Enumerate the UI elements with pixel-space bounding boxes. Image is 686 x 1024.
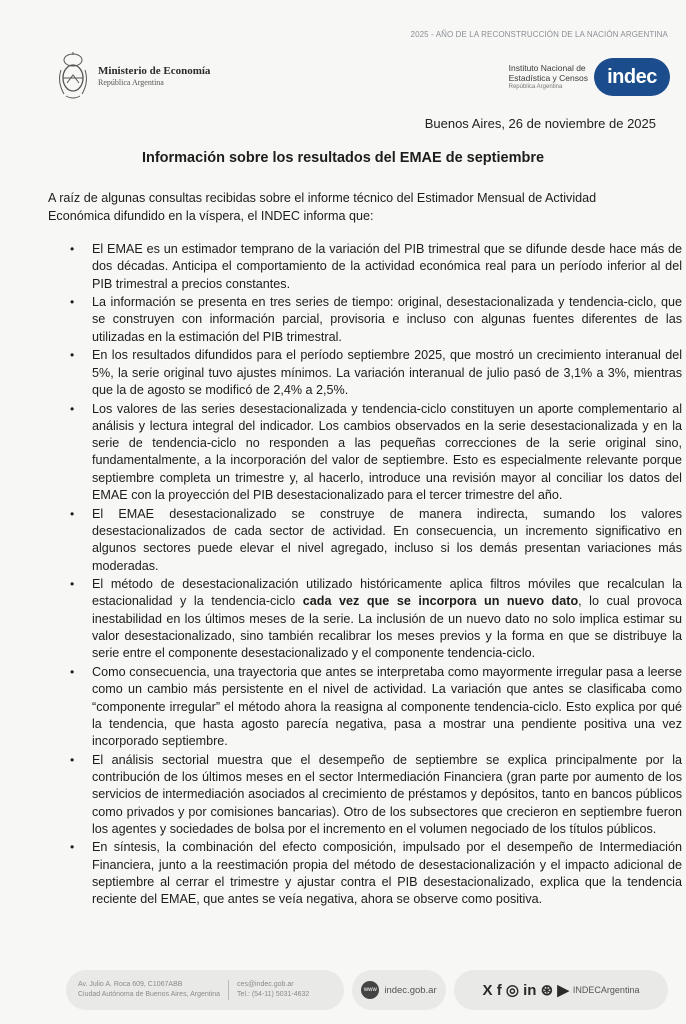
address-line2: Ciudad Autónoma de Buenos Aires, Argentina (78, 991, 221, 998)
footer-email[interactable]: ces@indec.gob.ar (237, 981, 294, 988)
bullet-bold-text: cada vez que se incorpora un nuevo dato (302, 594, 579, 609)
bullet-item: • En síntesis, la combinación del efecto composición, impulsado por el desempeño de Intermediación Financiera, junto a la reestimación propia del método de desestacionalización y el impacto adicional de septiembre al cerrar el trimestre y ajustar contra el PIB desestacionalizado, explica que la tendencia reciente del EMAE, que antes se veía negativa, ahora se observe como positiva. (48, 839, 682, 908)
bullet-item: • Los valores de las series desestacionalizada y tendencia-ciclo constituyen un aporte complementario al análisis y lectura integral del indicador. Los cambios observados en la serie desestacionalizada y en la serie de tendencia-ciclo no responden a las pequeñas correcciones de la serie original sino, fundamentalmente, a la incorporación del valor de septiembre. Esto es especialmente relevante porque septiembre completa un trimestre y, al hacerlo, introduce una revisión mayor al conciliar los datos del EMAE con la proyección del PIB desestacionalizado para el tercer trimestre del año. (48, 401, 682, 505)
social-handle[interactable]: INDECArgentina (572, 985, 640, 995)
bullet-item: • En los resultados difundidos para el período septiembre 2025, que mostró un crecimiento interanual del 5%, la serie original tuvo ajustes mínimos. La variación interanual de julio pasó de 3,1% a 3%, mientras que la de agosto se modificó de 2,4% a 2,5%. (48, 347, 682, 399)
footer-address (66, 970, 344, 1010)
document-date: Buenos Aires, 26 de noviembre de 2025 (424, 116, 656, 131)
indec-logo: indec (594, 58, 670, 96)
indec-name-line1: Instituto Nacional de (508, 63, 586, 73)
globe-icon: www (361, 981, 379, 999)
coat-of-arms-icon (56, 50, 90, 102)
bullet-list (48, 241, 682, 910)
ministry-logo (56, 50, 210, 102)
address-line1: Av. Julio A. Roca 609, C1067ABB (78, 981, 183, 988)
topline: 2025 - AÑO DE LA RECONSTRUCCIÓN DE LA NACIÓN ARGENTINA (410, 30, 668, 39)
bullet-item: • La información se presenta en tres series de tiempo: original, desestacionalizada y tendencia-ciclo, que se construyen con información parcial, provisoria e incluso con algunas fuentes diferentes de las utilizadas en la estimación del PIB trimestral. (48, 294, 682, 346)
footer-phone: Tel.: (54-11) 5031-4632 (237, 991, 310, 998)
social-media-icons[interactable]: X f ◎ in ⊛ ▶ (482, 982, 569, 999)
footer-social (454, 970, 668, 1010)
bullet-item: • El EMAE es un estimador temprano de la variación del PIB trimestral que se difunde desde hace más de dos décadas. Anticipa el comportamiento de la actividad económica real para un período inferior al del PIB trimestral a precios constantes. (48, 241, 682, 293)
bullet-item: • El análisis sectorial muestra que el desempeño de septiembre se explica principalmente por la contribución de los últimos meses en el sector Intermediación Financiera (gran parte por aumento de los servicios de intermediación asociados al crecimiento de préstamos y depósitos, tanto en bancos públicos como privados y por comisiones bancarias). Otro de los subsectores que crecieron en septiembre fueron los agentes y sociedades de bolsa por el incremento en el volumen negociado de los títulos públicos. (48, 752, 682, 838)
ministry-subtitle: República Argentina (98, 78, 164, 87)
ministry-title: Ministerio de Economía (98, 65, 211, 77)
footer (66, 970, 668, 1010)
indec-logo-block (509, 58, 670, 96)
bullet-text: , lo cual provoca inestabilidad en los últimos meses de la serie. La inclusión de un nuevo dato no solo implica estimar su valor desestacionalizado, sino también recalibrar los meses previos y la forma en que se distribuye la serie entre el componente desestacionalizado y el componente tendencia-ciclo. (92, 594, 682, 661)
footer-website[interactable] (352, 970, 446, 1010)
bullet-item: • Como consecuencia, una trayectoria que antes se interpretaba como mayormente irregular pasa a leerse como un cambio más persistente en el nivel de actividad. La variación que antes se clasificaba como “componente irregular” el método ahora la reasigna al componente tendencia-ciclo. Esto explica por qué la tendencia, que hasta agosto parecía negativa, pasa a mostrar una pendiente positiva una vez incorporado septiembre. (48, 664, 682, 750)
bullet-item: • El EMAE desestacionalizado se construye de manera indirecta, sumando los valores desestacionalizados de cada sector de actividad. En consecuencia, un incremento significativo en algunos sectores puede elevar el nivel agregado, incluso si los demás presentan variaciones más moderadas. (48, 506, 682, 575)
indec-country: República Argentina (508, 84, 563, 90)
intro-paragraph: A raíz de algunas consultas recibidas sobre el informe técnico del Estimador Mensual de Actividad Económica difundido en la víspera, el INDEC informa que: (48, 191, 597, 223)
website-link[interactable]: indec.gob.ar (384, 984, 437, 996)
bullet-text: El método de desestacionalización utilizado históricamente aplica filtros móviles que recalculan la estacionalidad y la tendencia-ciclo (92, 577, 682, 609)
indec-name-line2: Estadística y Censos (508, 73, 588, 83)
bullet-item (48, 576, 682, 662)
document-title: Información sobre los resultados del EMAE de septiembre (141, 150, 545, 166)
